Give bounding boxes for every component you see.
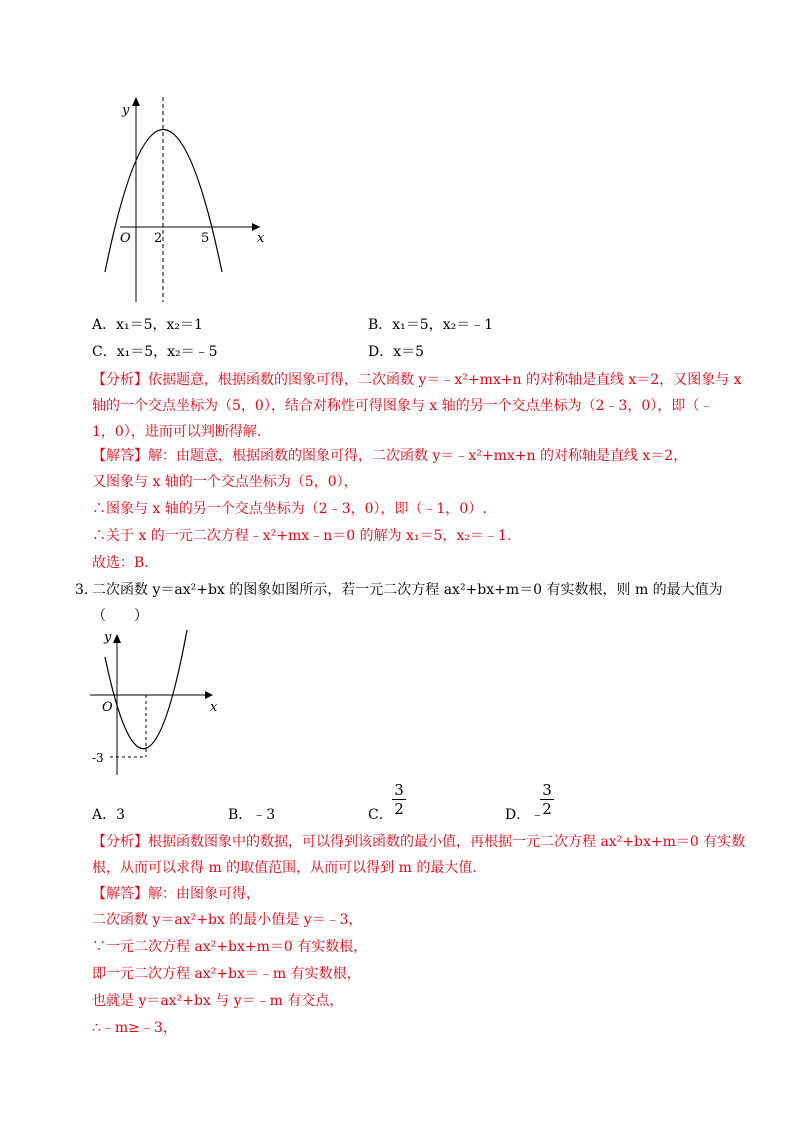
- q3-option-b: B．﹣3: [228, 807, 276, 823]
- q3-paren: （ ）: [92, 608, 148, 624]
- q2-option-c: C．x₁＝5，x₂＝﹣5: [92, 344, 218, 360]
- q3-analysis-line-2: 根，从而可以求得 m 的取值范围，从而可以得到 m 的最大值.: [92, 860, 477, 876]
- q2-option-a: A．x₁＝5，x₂＝1: [92, 317, 203, 333]
- fraction-c-den: 2: [394, 800, 404, 818]
- y-label: y: [104, 630, 112, 645]
- fraction-d: [540, 782, 554, 817]
- q2-solution-line-5: 故选：B.: [92, 555, 149, 571]
- solution-tag: 【解答】: [92, 448, 148, 464]
- q3-solution-line-1: 【解答】解：由图象可得，: [92, 886, 260, 902]
- q2-solution-line-2: 又图象与 x 轴的一个交点坐标为（5，0），: [92, 474, 358, 490]
- tick-neg3: -3: [92, 751, 104, 765]
- fraction-c-num: 3: [394, 781, 404, 799]
- origin-label: O: [120, 231, 131, 246]
- option-c-prefix: C．: [368, 807, 393, 823]
- q3-stem: 二次函数 y＝ax²+bx 的图象如图所示，若一元二次方程 ax²+bx+m＝0 有实数根，则 m 的最大值为: [92, 582, 723, 598]
- fraction-d-den: 2: [542, 800, 552, 818]
- parabola-graph-1: [100, 92, 280, 307]
- q3-number: 3．: [75, 582, 98, 598]
- tick-2: 2: [154, 231, 163, 246]
- origin-label: O: [102, 700, 113, 715]
- fraction-c: [392, 782, 406, 817]
- q3-solution-line-2: 二次函数 y＝ax²+bx 的最小值是 y＝﹣3，: [92, 912, 363, 928]
- analysis-tag: 【分析】: [92, 372, 148, 388]
- x-label: x: [210, 700, 218, 715]
- q3-option-a: A．3: [92, 807, 126, 823]
- q2-analysis-line-1: 【分析】依据题意，根据函数的图象可得，二次函数 y＝﹣x²+mx+n 的对称轴是直线 x＝2，又图象与 x: [92, 372, 742, 388]
- q3-solution-line-4: 即一元二次方程 ax²+bx＝﹣m 有实数根，: [92, 966, 361, 982]
- q3-solution-line-6: ∴﹣m≥﹣3，: [92, 1020, 177, 1036]
- option-d-prefix: D．﹣: [505, 807, 545, 823]
- x-label: x: [257, 231, 265, 246]
- q2-analysis-line-3: 1，0），进而可以判断得解.: [92, 424, 262, 440]
- tick-5: 5: [201, 231, 210, 246]
- fraction-d-num: 3: [542, 781, 552, 799]
- y-label: y: [122, 103, 130, 118]
- analysis-tag: 【分析】: [92, 834, 148, 850]
- q2-solution-line-1: 【解答】解：由题意，根据函数的图象可得，二次函数 y＝﹣x²+mx+n 的对称轴是直线 x＝2，: [92, 448, 688, 464]
- q2-solution-line-3: ∴图象与 x 轴的另一个交点坐标为（2﹣3，0），即（﹣1，0）.: [92, 501, 487, 517]
- q2-solution-line-4: ∴关于 x 的一元二次方程﹣x²+mx﹣n＝0 的解为 x₁＝5，x₂＝﹣1.: [92, 528, 512, 544]
- q3-analysis-line-1: 【分析】根据函数图象中的数据，可以得到该函数的最小值，再根据一元二次方程 ax²+bx+m＝0 有实数: [92, 834, 746, 850]
- parabola-curve: [105, 130, 222, 273]
- q2-option-d: D．x＝5: [368, 344, 425, 360]
- q3-option-d: [505, 805, 544, 825]
- q3-solution-line-5: 也就是 y＝ax²+bx 与 y＝﹣m 有交点，: [92, 993, 344, 1009]
- solution-tag: 【解答】: [92, 886, 148, 902]
- q2-option-b: B．x₁＝5，x₂＝﹣1: [368, 317, 494, 333]
- q3-option-c: [368, 805, 393, 825]
- parabola-graph-2: [90, 625, 225, 780]
- q3-solution-line-3: ∵一元二次方程 ax²+bx+m＝0 有实数根，: [92, 939, 368, 955]
- q2-analysis-line-2: 轴的一个交点坐标为（5，0），结合对称性可得图象与 x 轴的另一个交点坐标为（2﹣3，0），即（﹣: [92, 398, 714, 414]
